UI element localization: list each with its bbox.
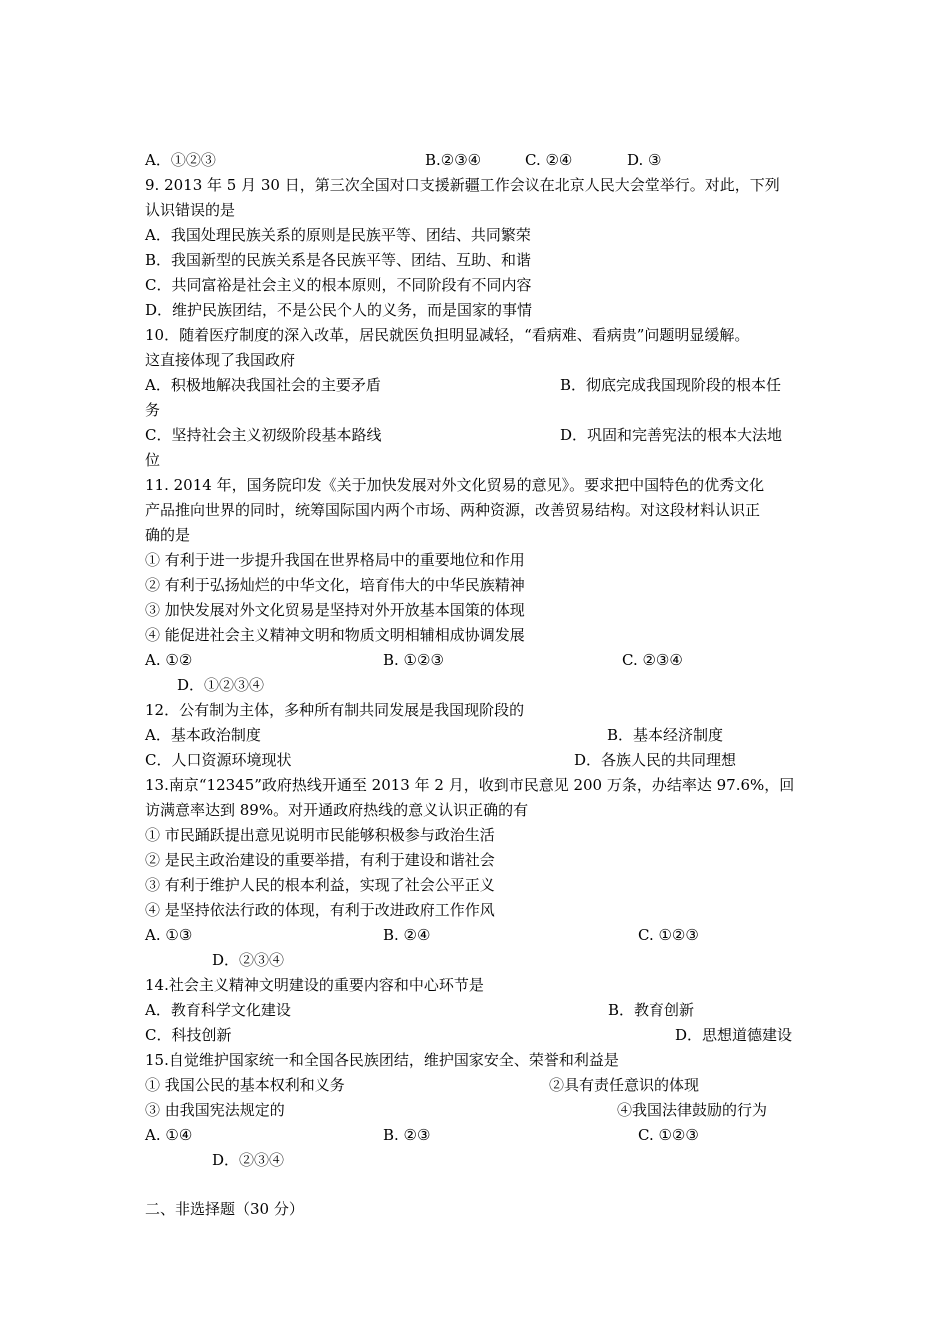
q10-option-a: A．积极地解决我国社会的主要矛盾 (145, 376, 381, 394)
q9-stem: 9. 2013 年 5 月 30 日，第三次全国对口支援新疆工作会议在北京人民大会堂举行。对此，下列 (145, 176, 780, 194)
q8-option-c: C. ②④ (525, 151, 573, 169)
q14-stem: 14.社会主义精神文明建设的重要内容和中心环节是 (145, 976, 484, 994)
q10-stem: 10．随着医疗制度的深入改革，居民就医负担明显减轻，“看病难、看病贵”问题明显缓解。 (145, 326, 750, 344)
q13-statement-2: ② 是民主政治建设的重要举措，有利于建设和谐社会 (145, 851, 495, 869)
section-heading: 二、非选择题（30 分） (145, 1200, 304, 1218)
q8-option-a: A．①②③ (145, 151, 216, 169)
q12-option-d: D．各族人民的共同理想 (574, 751, 737, 769)
q14-option-d: D．思想道德建设 (675, 1026, 793, 1044)
q9-option-b: B．我国新型的民族关系是各民族平等、团结、互助、和谐 (145, 251, 532, 269)
q15-option-c: C. ①②③ (638, 1126, 699, 1144)
q11-statement-2: ② 有利于弘扬灿烂的中华文化，培育伟大的中华民族精神 (145, 576, 525, 594)
q10-stem-cont: 这直接体现了我国政府 (145, 351, 296, 369)
q11-statement-1: ① 有利于进一步提升我国在世界格局中的重要地位和作用 (145, 551, 525, 569)
q13-option-b: B. ②④ (383, 926, 431, 944)
q11-option-c: C. ②③④ (622, 651, 683, 669)
q12-option-b: B．基本经济制度 (607, 726, 724, 744)
q8-option-b: B.②③④ (425, 151, 482, 169)
q10-option-d-wrap: 位 (145, 451, 161, 469)
q12-stem: 12．公有制为主体，多种所有制共同发展是我国现阶段的 (145, 701, 525, 719)
q10-option-b: B．彻底完成我国现阶段的根本任 (560, 376, 782, 394)
q12-option-a: A．基本政治制度 (145, 726, 261, 744)
q13-stem-cont: 访满意率达到 89%。对开通政府热线的意义认识正确的有 (145, 801, 529, 819)
q13-option-c: C. ①②③ (638, 926, 699, 944)
q11-stem-cont-2: 确的是 (145, 526, 191, 544)
q14-option-b: B．教育创新 (608, 1001, 695, 1019)
q11-option-b: B. ①②③ (383, 651, 444, 669)
q15-statement-1: ① 我国公民的基本权利和义务 (145, 1076, 345, 1094)
q15-statement-4: ④我国法律鼓励的行为 (617, 1101, 768, 1119)
q10-option-b-wrap: 务 (145, 401, 161, 419)
q9-stem-cont: 认识错误的是 (145, 201, 236, 219)
q15-statement-3: ③ 由我国宪法规定的 (145, 1101, 285, 1119)
q15-statement-2: ②具有责任意识的体现 (549, 1076, 700, 1094)
q11-statement-4: ④ 能促进社会主义精神文明和物质文明相辅相成协调发展 (145, 626, 525, 644)
q10-option-d: D．巩固和完善宪法的根本大法地 (560, 426, 783, 444)
q9-option-a: A．我国处理民族关系的原则是民族平等、团结、共同繁荣 (145, 226, 531, 244)
q9-option-c: C．共同富裕是社会主义的根本原则，不同阶段有不同内容 (145, 276, 532, 294)
q9-option-d: D．维护民族团结，不是公民个人的义务，而是国家的事情 (145, 301, 533, 319)
q8-option-d: D. ③ (627, 151, 662, 169)
q11-option-a: A. ①② (145, 651, 193, 669)
q13-stem: 13.南京“12345”政府热线开通至 2013 年 2 月，收到市民意见 200 万条，办结率达 97.6%，回 (145, 776, 795, 794)
q11-statement-3: ③ 加快发展对外文化贸易是坚持对外开放基本国策的体现 (145, 601, 525, 619)
q14-option-c: C．科技创新 (145, 1026, 232, 1044)
q13-option-a: A. ①③ (145, 926, 193, 944)
q13-option-d: D．②③④ (212, 951, 285, 969)
q15-stem: 15.自觉维护国家统一和全国各民族团结，维护国家安全、荣誉和利益是 (145, 1051, 619, 1069)
q15-option-d: D．②③④ (212, 1151, 285, 1169)
q14-option-a: A．教育科学文化建设 (145, 1001, 291, 1019)
q10-option-c: C．坚持社会主义初级阶段基本路线 (145, 426, 382, 444)
q13-statement-4: ④ 是坚持依法行政的体现，有利于改进政府工作作风 (145, 901, 495, 919)
q13-statement-1: ① 市民踊跃提出意见说明市民能够积极参与政治生活 (145, 826, 495, 844)
q15-option-a: A. ①④ (145, 1126, 193, 1144)
q13-statement-3: ③ 有利于维护人民的根本利益，实现了社会公平正义 (145, 876, 495, 894)
q11-stem: 11. 2014 年，国务院印发《关于加快发展对外文化贸易的意见》。要求把中国特色的优秀文化 (145, 476, 765, 494)
q11-stem-cont: 产品推向世界的同时，统筹国际国内两个市场、两种资源，改善贸易结构。对这段材料认识正 (145, 501, 761, 519)
q12-option-c: C．人口资源环境现状 (145, 751, 292, 769)
q11-option-d: D．①②③④ (177, 676, 265, 694)
q15-option-b: B. ②③ (383, 1126, 431, 1144)
